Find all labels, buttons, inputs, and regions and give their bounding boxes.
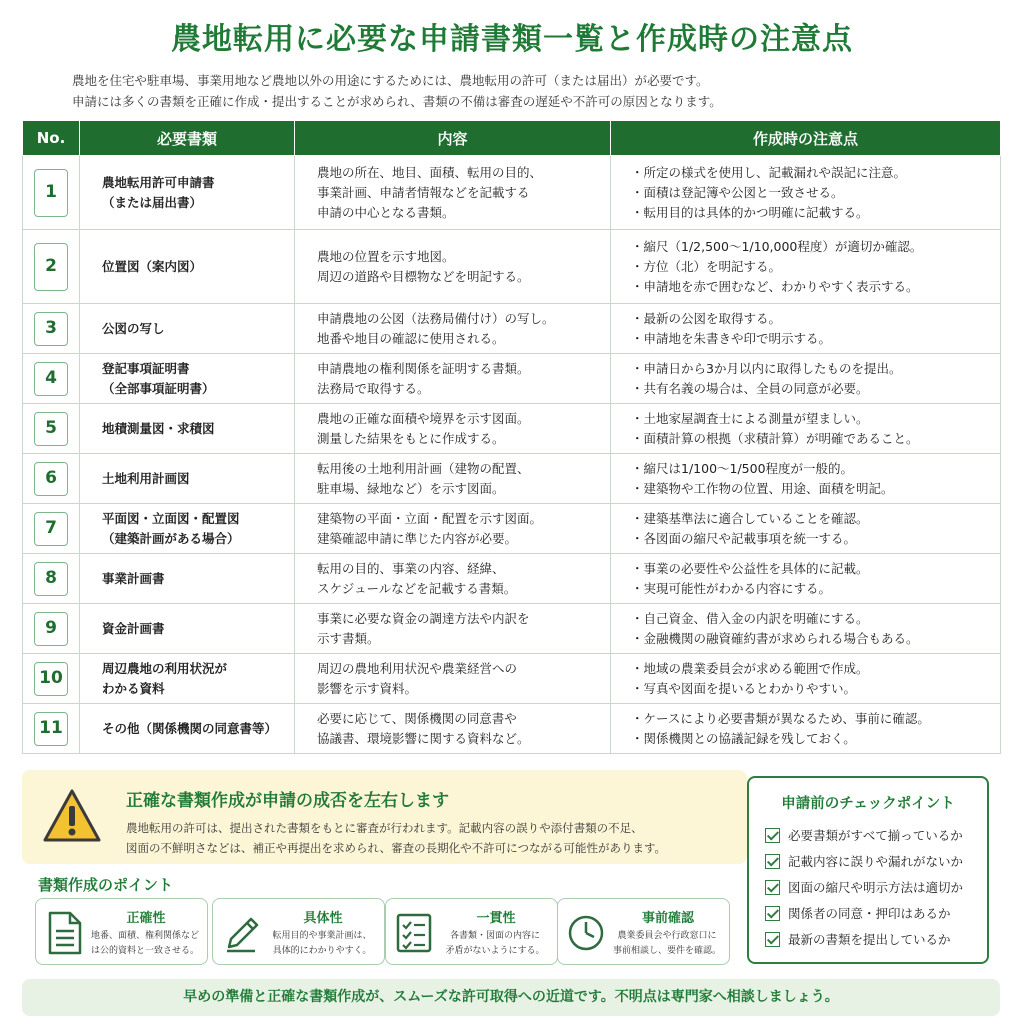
row-number-cell (23, 156, 80, 230)
document-name-cell (80, 230, 295, 304)
intro-line: 農地を住宅や駐車場、事業用地など農地以外の用途にするためには、農地転用の許可（または届出）が必要です。 (72, 73, 709, 88)
table-row (23, 554, 1001, 604)
notes-cell (611, 304, 1001, 354)
content-line: スケジュールなどを記載する書類。 (317, 580, 517, 596)
document-name-line: 資金計画書 (102, 620, 165, 636)
row-number-cell (23, 704, 80, 754)
row-number-cell (23, 404, 80, 454)
document-name-line: （建築計画がある場合） (102, 530, 240, 546)
document-name-line: 地積測量図・求積図 (102, 420, 215, 436)
point-card-desc (606, 929, 728, 959)
row-number: 6 (34, 462, 68, 496)
header-document: 必要書類 (80, 121, 295, 156)
checkbox-icon (765, 880, 780, 895)
notes-cell (611, 354, 1001, 404)
note-line: ・ケースにより必要書類が異なるため、事前に確認。 (631, 710, 930, 726)
checklist-item (765, 848, 963, 874)
notes-cell (611, 230, 1001, 304)
document-name-line: 公図の写し (102, 320, 165, 336)
point-card-desc-line: 具体的にわかりやすく。 (272, 946, 372, 956)
note-line: ・最新の公図を取得する。 (631, 310, 782, 326)
point-card-desc-line: 転用目的や事業計画は、 (272, 931, 372, 941)
checklist-item-label: 図面の縮尺や明示方法は適切か (788, 880, 964, 895)
document-name-cell (80, 504, 295, 554)
note-line: ・関係機関との協議記録を残しておく。 (631, 730, 856, 746)
table-header-row (23, 121, 1001, 156)
checklist-box (747, 776, 989, 964)
intro-text (72, 70, 972, 112)
content-line: 申請農地の権利関係を証明する書類。 (317, 360, 530, 376)
note-line: ・写真や図面を提いるとわかりやすい。 (631, 680, 857, 696)
point-card-desc-line: は公的資料と一致させる。 (90, 946, 199, 956)
table-body (23, 156, 1001, 754)
document-name-line: 平面図・立面図・配置図 (102, 510, 240, 526)
row-number: 11 (34, 712, 68, 746)
note-line: ・各図面の縮尺や記載事項を統一する。 (631, 530, 857, 546)
point-card-consistency (385, 898, 558, 965)
checklist-item-label: 関係者の同意・押印はあるか (788, 906, 951, 921)
table-row (23, 504, 1001, 554)
note-line: ・建築物や工作物の位置、用途、面積を明記。 (631, 480, 894, 496)
table-row (23, 454, 1001, 504)
content-line: 転用後の土地利用計画（建物の配置、 (317, 460, 530, 476)
note-line: ・所定の様式を使用し、記載漏れや誤記に注意。 (631, 164, 907, 180)
point-card-desc (434, 929, 556, 959)
document-name-line: その他（関係機関の同意書等） (102, 720, 278, 736)
checkbox-icon (765, 828, 780, 843)
note-line: ・方位（北）を明記する。 (631, 258, 782, 274)
row-number: 4 (34, 362, 68, 396)
table-row (23, 704, 1001, 754)
content-line: 法務局で取得する。 (317, 380, 430, 396)
note-line: ・申請日から3か月以内に取得したものを提出。 (631, 360, 902, 376)
content-line: 影響を示す資料。 (317, 680, 418, 696)
warning-box (22, 770, 747, 864)
content-cell (295, 704, 611, 754)
point-card-title: 事前確認 (641, 911, 694, 926)
content-line: 地番や地目の確認に使用される。 (317, 330, 505, 346)
notes-cell (611, 156, 1001, 230)
row-number-cell (23, 504, 80, 554)
point-card-accuracy (35, 898, 208, 965)
notes-cell (611, 654, 1001, 704)
point-card-desc-line: 地番、面積、権利関係など (90, 931, 199, 941)
note-line: ・縮尺は1/100〜1/500程度が一般的。 (631, 460, 854, 476)
notes-cell (611, 554, 1001, 604)
table-row (23, 604, 1001, 654)
warning-icon (42, 788, 102, 844)
page-title: 農地転用に必要な申請書類一覧と作成時の注意点 (171, 22, 853, 57)
clock-icon (566, 911, 606, 955)
row-number-cell (23, 304, 80, 354)
content-cell (295, 304, 611, 354)
row-number-cell (23, 554, 80, 604)
document-name-line: 登記事項証明書 (102, 360, 190, 376)
document-name-line: 農地転用許可申請書 (102, 174, 215, 190)
point-card-title: 正確性 (126, 911, 166, 926)
header-notes: 作成時の注意点 (611, 121, 1001, 156)
table-row (23, 354, 1001, 404)
point-card-prior-check (557, 898, 730, 965)
point-card-desc-line: 農業委員会や行政窓口に (617, 931, 717, 941)
content-line: 周辺の農地利用状況や農業経営への (317, 660, 518, 676)
note-line: ・土地家屋調査士による測量が望ましい。 (631, 410, 869, 426)
point-card-title: 一貫性 (476, 911, 516, 926)
row-number-cell (23, 654, 80, 704)
checklist-item (765, 926, 963, 952)
points-title: 書類作成のポイント (38, 876, 174, 894)
content-line: 事業に必要な資金の調達方法や内訳を (317, 610, 530, 626)
document-name-line: （または届出書） (102, 194, 203, 210)
checklist-title: 申請前のチェックポイント (781, 796, 955, 812)
content-line: 建築物の平面・立面・配置を示す図面。 (317, 510, 543, 526)
row-number: 5 (34, 412, 68, 446)
document-name-cell (80, 354, 295, 404)
note-line: ・転用目的は具体的かつ明確に記載する。 (631, 204, 869, 220)
row-number-cell (23, 604, 80, 654)
content-line: 農地の正確な面積や境界を示す図面。 (317, 410, 530, 426)
content-line: 農地の位置を示す地図。 (317, 248, 455, 264)
document-name-line: 土地利用計画図 (102, 470, 190, 486)
content-line: 示す書類。 (317, 630, 380, 646)
warning-line: 図面の不鮮明さなどは、補正や再提出を求められ、審査の長期化や不許可につながる可能性があります。 (126, 841, 667, 855)
table-row (23, 404, 1001, 454)
note-line: ・金融機関の融資確約書が求められる場合もある。 (631, 630, 919, 646)
point-card-desc-line: 矛盾がないようにする。 (445, 946, 545, 956)
document-name-cell (80, 304, 295, 354)
content-cell (295, 554, 611, 604)
content-line: 周辺の道路や目標物などを明記する。 (317, 268, 530, 284)
content-cell (295, 654, 611, 704)
footer-message: 早めの準備と正確な書類作成が、スムーズな許可取得への近道です。不明点は専門家へ相談しましょう。 (22, 979, 1000, 1016)
document-name-line: （全部事項証明書） (102, 380, 215, 396)
note-line: ・地域の農業委員会が求める範囲で作成。 (631, 660, 869, 676)
row-number: 8 (34, 562, 68, 596)
checklist-item (765, 874, 963, 900)
table-row (23, 156, 1001, 230)
row-number: 3 (34, 312, 68, 346)
document-name-line: 事業計画書 (102, 570, 165, 586)
note-line: ・面積計算の根拠（求積計算）が明確であること。 (631, 430, 919, 446)
point-card-desc-line: 事前相談し、要件を確認。 (612, 946, 721, 956)
document-name-cell (80, 404, 295, 454)
content-line: 測量した結果をもとに作成する。 (317, 430, 505, 446)
content-line: 建築確認申請に準じた内容が必要。 (317, 530, 518, 546)
note-line: ・実現可能性がわかる内容にする。 (631, 580, 832, 596)
note-line: ・建築基準法に適合していることを確認。 (631, 510, 869, 526)
notes-cell (611, 604, 1001, 654)
content-cell (295, 404, 611, 454)
table-row (23, 304, 1001, 354)
row-number-cell (23, 454, 80, 504)
content-line: 必要に応じて、関係機関の同意書や (317, 710, 517, 726)
warning-title: 正確な書類作成が申請の成否を左右します (126, 791, 449, 811)
header-no: No. (23, 121, 80, 156)
document-name-line: 位置図（案内図） (102, 258, 203, 274)
document-name-cell (80, 654, 295, 704)
document-name-cell (80, 454, 295, 504)
point-card-desc (84, 929, 206, 959)
content-line: 駐車場、緑地など）を示す図面。 (317, 480, 505, 496)
notes-cell (611, 504, 1001, 554)
content-cell (295, 354, 611, 404)
content-line: 申請の中心となる書類。 (317, 204, 455, 220)
documents-table (22, 120, 1001, 754)
content-cell (295, 454, 611, 504)
note-line: ・自己資金、借入金の内訳を明確にする。 (631, 610, 869, 626)
content-cell (295, 230, 611, 304)
document-name-cell (80, 156, 295, 230)
content-line: 申請農地の公図（法務局備付け）の写し。 (317, 310, 555, 326)
point-card-desc-line: 各書類・図面の内容に (449, 931, 540, 941)
checklist-icon (394, 911, 434, 955)
point-card-specificity (212, 898, 385, 965)
notes-cell (611, 704, 1001, 754)
document-name-line: 周辺農地の利用状況が (102, 660, 228, 676)
note-line: ・申請地を赤で囲むなど、わかりやすく表示する。 (631, 278, 919, 294)
checklist-item-label: 必要書類がすべて揃っているか (788, 828, 963, 843)
row-number-cell (23, 230, 80, 304)
content-cell (295, 504, 611, 554)
document-name-cell (80, 704, 295, 754)
note-line: ・事業の必要性や公益性を具体的に記載。 (631, 560, 869, 576)
document-name-cell (80, 604, 295, 654)
row-number: 10 (34, 662, 68, 696)
checkbox-icon (765, 932, 780, 947)
checklist-item-label: 最新の書類を提出しているか (788, 932, 951, 947)
table-row (23, 230, 1001, 304)
header-content: 内容 (295, 121, 611, 156)
row-number: 9 (34, 612, 68, 646)
content-line: 事業計画、申請者情報などを記載する (317, 184, 530, 200)
document-name-cell (80, 554, 295, 604)
pencil-icon (221, 911, 261, 955)
notes-cell (611, 454, 1001, 504)
warning-line: 農地転用の許可は、提出された書類をもとに審査が行われます。記載内容の誤りや添付書類の不足、 (126, 821, 643, 835)
checklist (765, 822, 963, 952)
row-number-cell (23, 354, 80, 404)
checkbox-icon (765, 854, 780, 869)
content-line: 農地の所在、地目、面積、転用の目的、 (317, 164, 543, 180)
warning-text (126, 818, 666, 858)
note-line: ・申請地を朱書きや印で明示する。 (631, 330, 832, 346)
row-number: 2 (34, 243, 68, 291)
note-line: ・面積は登記簿や公図と一致させる。 (631, 184, 844, 200)
content-cell (295, 604, 611, 654)
note-line: ・共有名義の場合は、全員の同意が必要。 (631, 380, 869, 396)
content-line: 転用の目的、事業の内容、経緯、 (317, 560, 505, 576)
content-line: 協議書、環境影響に関する資料など。 (317, 730, 530, 746)
point-card-title: 具体性 (303, 911, 343, 926)
table-row (23, 654, 1001, 704)
point-card-desc (261, 929, 383, 959)
checklist-item-label: 記載内容に誤りや漏れがないか (788, 854, 964, 869)
checklist-item (765, 822, 963, 848)
row-number: 7 (34, 512, 68, 546)
document-name-line: わかる資料 (102, 680, 165, 696)
note-line: ・縮尺（1/2,500〜1/10,000程度）が適切か確認。 (631, 238, 923, 254)
intro-line: 申請には多くの書類を正確に作成・提出することが求められ、書類の不備は審査の遅延や不許可の原因となります。 (72, 94, 722, 109)
checklist-item (765, 900, 963, 926)
checkbox-icon (765, 906, 780, 921)
document-icon (44, 911, 84, 955)
content-cell (295, 156, 611, 230)
notes-cell (611, 404, 1001, 454)
row-number: 1 (34, 169, 68, 217)
